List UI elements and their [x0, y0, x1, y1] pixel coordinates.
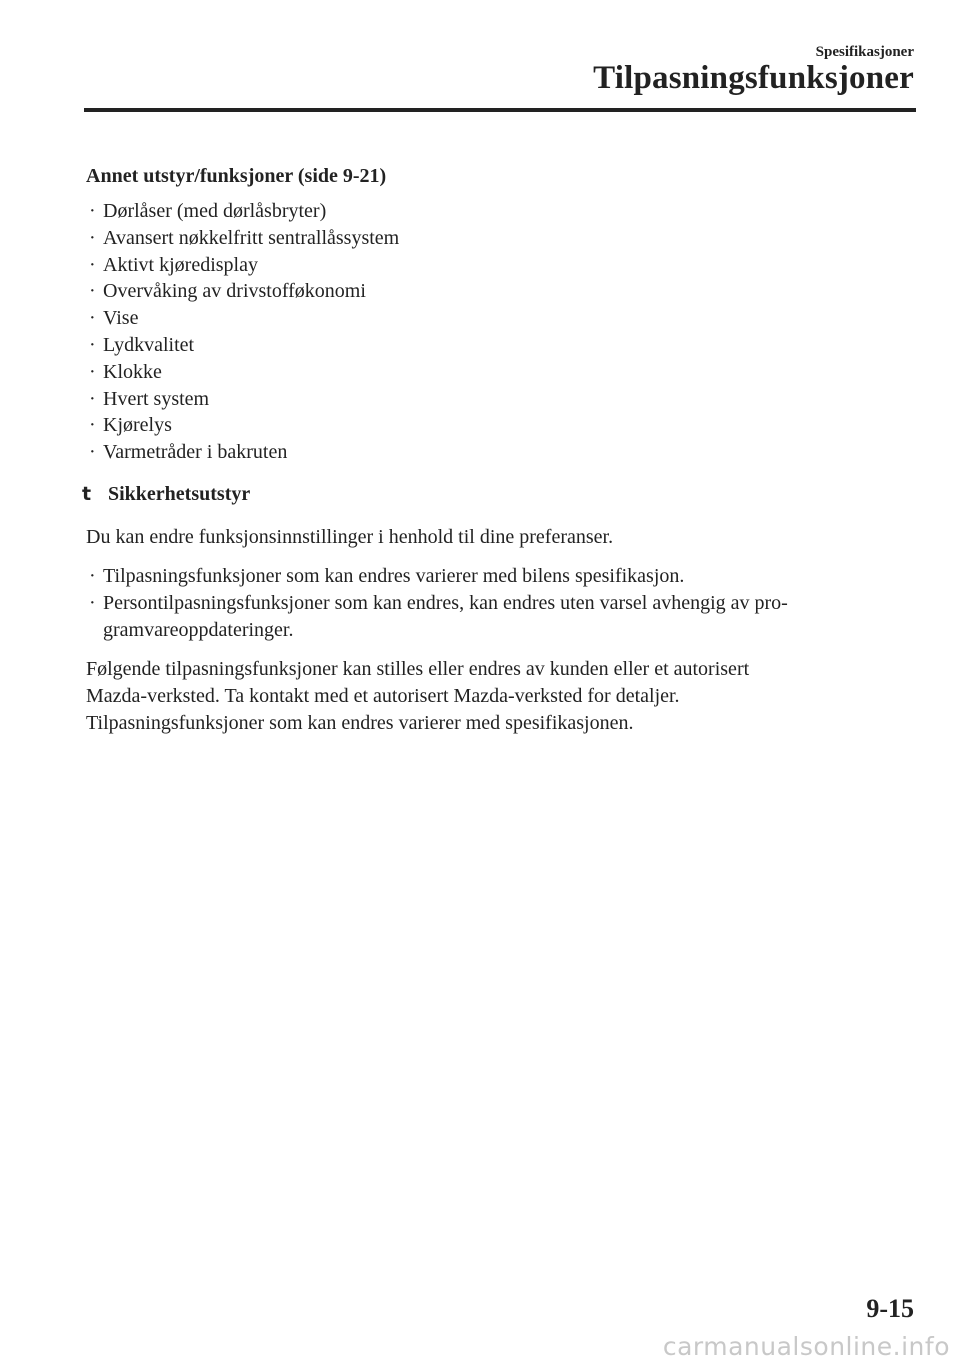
bullet-dot: · — [89, 226, 96, 249]
list-item-text: Kjørelys — [103, 414, 172, 437]
watermark: carmanualsonline.info — [662, 1332, 950, 1361]
list-item — [86, 412, 916, 439]
bullet-dot: · — [89, 441, 96, 464]
list-item — [86, 359, 916, 386]
list-item-text: Vise — [103, 307, 139, 330]
page-number: 9-15 — [866, 1294, 914, 1323]
header-divider — [84, 108, 916, 112]
list-item — [86, 305, 916, 332]
list-item — [86, 252, 916, 279]
list-item — [86, 332, 916, 359]
section-label: Spesifikasjoner — [815, 44, 914, 60]
list-item — [86, 386, 916, 413]
list-item — [86, 225, 916, 252]
paragraph-line: Følgende tilpasningsfunksjoner kan stilles eller endres av kunden eller et autorisert — [86, 657, 750, 680]
paragraph-line: Tilpasningsfunksjoner som kan endres varierer med spesifikasjonen. — [86, 711, 634, 734]
list-item — [86, 198, 916, 225]
list-item-text: Dørlåser (med dørlåsbryter) — [103, 200, 327, 222]
list-item-text: Overvåking av drivstofføkonomi — [103, 280, 366, 303]
list-item-text: Aktivt kjøredisplay — [103, 253, 258, 276]
bullet-dot: · — [89, 414, 96, 437]
bullet-dot: · — [89, 387, 96, 410]
bullet-dot: · — [89, 591, 96, 614]
paragraph-line: Mazda-verksted. Ta kontakt med et autorisert Mazda-verksted for detaljer. — [86, 684, 680, 707]
safety-notes-list — [86, 563, 916, 644]
list-item-text: Varmetråder i bakruten — [103, 441, 288, 464]
other-equipment-list — [86, 198, 916, 466]
bullet-dot: · — [89, 564, 96, 587]
main-content — [82, 162, 916, 737]
bullet-dot: · — [89, 280, 96, 303]
bullet-dot: · — [89, 307, 96, 330]
bullet-dot: · — [89, 360, 96, 383]
list-item-text: Avansert nøkkelfritt sentrallåssystem — [103, 226, 400, 249]
list-item-text: Lydkvalitet — [103, 333, 195, 356]
safety-intro: Du kan endre funksjonsinnstillinger i henhold til dine preferanser. — [86, 525, 614, 548]
list-item-text: Persontilpasningsfunksjoner som kan endres, kan endres uten varsel avhengig av pro- gramvareoppdateringer. — [103, 591, 788, 641]
list-item — [86, 439, 916, 466]
bullet-dot: · — [89, 333, 96, 356]
bullet-dot: · — [89, 253, 96, 276]
list-item-text: Tilpasningsfunksjoner som kan endres varierer med bilens spesifikasjon. — [103, 564, 685, 587]
section-marker-icon: t — [82, 482, 92, 505]
list-item — [86, 278, 916, 305]
other-equipment-heading: Annet utstyr/funksjoner (side 9-21) — [86, 165, 387, 187]
list-item-text: Hvert system — [103, 387, 210, 410]
bullet-dot: · — [89, 200, 96, 222]
list-item — [86, 563, 916, 590]
page-title: Tilpasningsfunksjoner — [593, 60, 914, 96]
safety-closing-paragraph — [86, 656, 916, 737]
list-item-text: Klokke — [103, 360, 162, 383]
safety-heading — [82, 480, 916, 508]
list-item — [86, 590, 916, 644]
safety-heading-text: Sikkerhetsutstyr — [108, 482, 251, 505]
